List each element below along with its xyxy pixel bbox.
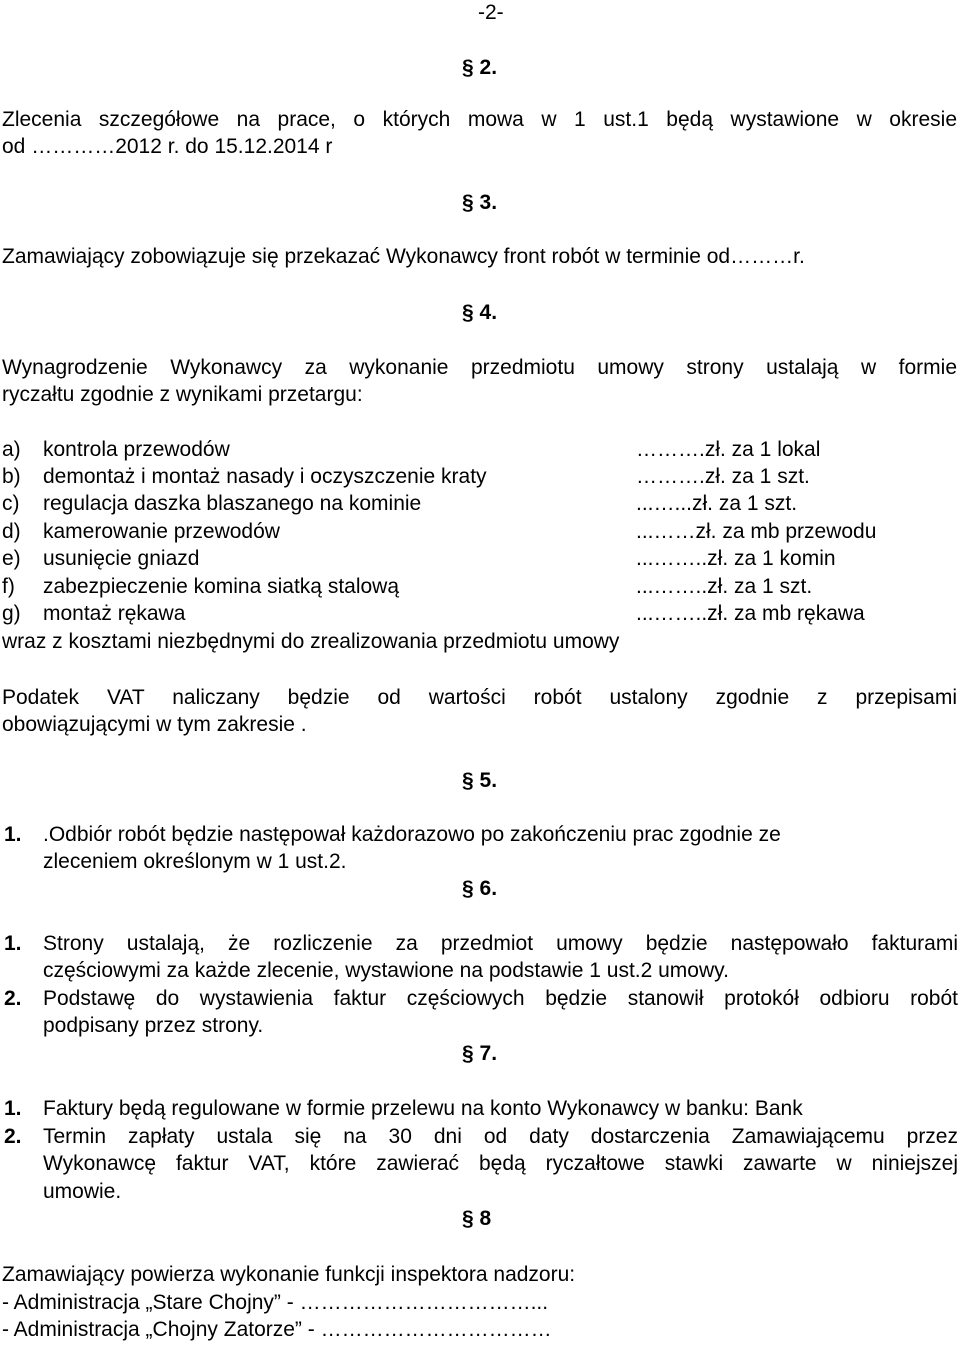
section-3-heading <box>462 190 497 216</box>
section-2-number: 2. <box>479 56 498 79</box>
section-8-text-line1: Zamawiający powierza wykonanie funkcji inspektora nadzoru: <box>2 1263 576 1286</box>
item-price: ...……zł. za mb przewodu <box>636 520 877 543</box>
section-6-point-1-line1: Strony ustalają, że rozliczenie za przedmiot umowy będzie następowało fakturami <box>43 932 958 955</box>
section-7-point-2-line2: Wykonawcę faktur VAT, które zawierać będą ryczałtowe stawki zawarte w niniejszej <box>43 1152 958 1175</box>
section-6-point-2-line2: podpisany przez strony. <box>43 1014 264 1037</box>
item-description: montaż rękawa <box>43 602 186 625</box>
section-5-point-1-number: 1. <box>4 823 22 846</box>
section-8-text-line2: - Administracja „Stare Chojny” - ……………………………... <box>2 1291 549 1314</box>
paragraph-sign-icon: § <box>462 769 474 792</box>
item-letter: e) <box>2 547 21 570</box>
section-7-number: 7. <box>479 1042 498 1065</box>
item-description: demontaż i montaż nasady i oczyszczenie kraty <box>43 465 487 488</box>
section-7-point-1-line1: Faktury będą regulowane w formie przelewu na konto Wykonawcy w banku: Bank <box>43 1097 803 1120</box>
section-2-text-line2: od …………2012 r. do 15.12.2014 r <box>2 135 333 158</box>
paragraph-sign-icon: § <box>462 1207 474 1230</box>
section-4-text-line2: ryczałtu zgodnie z wynikami przetargu: <box>2 383 363 406</box>
section-6-point-2-line1: Podstawę do wystawienia faktur częściowych będzie stanowił protokół odbioru robót <box>43 987 958 1010</box>
section-5-number: 5. <box>479 769 498 792</box>
item-letter: f) <box>2 575 15 598</box>
item-letter: d) <box>2 520 21 543</box>
page-number: -2- <box>478 1 504 24</box>
section-4-text-line1: Wynagrodzenie Wykonawcy za wykonanie przedmiotu umowy strony ustalają w formie <box>2 356 957 379</box>
section-4-after-list: wraz z kosztami niezbędnymi do zrealizowania przedmiotu umowy <box>2 630 620 653</box>
item-price: ...……..zł. za mb rękawa <box>636 602 865 625</box>
section-2-text-line1: Zlecenia szczegółowe na prace, o których mowa w 1 ust.1 będą wystawione w okresie <box>2 108 957 131</box>
section-2-heading <box>462 55 497 81</box>
section-3-text: Zamawiający zobowiązuje się przekazać Wykonawcy front robót w terminie od………r. <box>2 245 805 268</box>
section-6-point-2-number: 2. <box>4 987 22 1010</box>
section-5-point-1-line1: .Odbiór robót będzie następował każdorazowo po zakończeniu prac zgodnie ze <box>43 823 781 846</box>
item-description: kamerowanie przewodów <box>43 520 280 543</box>
item-price: ...…...zł. za 1 szt. <box>636 492 798 515</box>
item-letter: b) <box>2 465 21 488</box>
item-price: ...……..zł. za 1 komin <box>636 547 836 570</box>
section-8-number: 8 <box>479 1207 492 1230</box>
section-7-point-2-number: 2. <box>4 1125 22 1148</box>
item-price: ...……..zł. za 1 szt. <box>636 575 813 598</box>
section-6-number: 6. <box>479 877 498 900</box>
item-description: kontrola przewodów <box>43 438 230 461</box>
vat-text-line1: Podatek VAT naliczany będzie od wartości robót ustalony zgodnie z przepisami <box>2 686 957 709</box>
item-description: usunięcie gniazd <box>43 547 200 570</box>
paragraph-sign-icon: § <box>462 301 474 324</box>
section-6-point-1-line2: częściowymi za każde zlecenie, wystawione na podstawie 1 ust.2 umowy. <box>43 959 729 982</box>
section-3-number: 3. <box>479 191 498 214</box>
item-letter: c) <box>2 492 20 515</box>
section-5-heading <box>462 768 497 794</box>
paragraph-sign-icon: § <box>462 56 474 79</box>
section-6-point-1-number: 1. <box>4 932 22 955</box>
section-4-heading <box>462 300 497 326</box>
item-description: regulacja daszka blaszanego na kominie <box>43 492 422 515</box>
paragraph-sign-icon: § <box>462 1042 474 1065</box>
section-7-point-2-line3: umowie. <box>43 1180 122 1203</box>
section-8-heading <box>462 1206 491 1232</box>
item-price: ……….zł. za 1 szt. <box>636 465 810 488</box>
paragraph-sign-icon: § <box>462 191 474 214</box>
section-7-heading <box>462 1041 497 1067</box>
section-6-heading <box>462 876 497 902</box>
section-4-number: 4. <box>479 301 498 324</box>
item-letter: g) <box>2 602 21 625</box>
paragraph-sign-icon: § <box>462 877 474 900</box>
item-letter: a) <box>2 438 21 461</box>
item-price: ……….zł. za 1 lokal <box>636 438 821 461</box>
section-7-point-2-line1: Termin zapłaty ustala się na 30 dni od daty dostarczenia Zamawiającemu przez <box>43 1125 958 1148</box>
section-5-point-1-line2: zleceniem określonym w 1 ust.2. <box>43 850 347 873</box>
section-8-text-line3: - Administracja „Chojny Zatorze” - …………………………… <box>2 1318 552 1341</box>
vat-text-line2: obowiązującymi w tym zakresie . <box>2 713 307 736</box>
section-7-point-1-number: 1. <box>4 1097 22 1120</box>
item-description: zabezpieczenie komina siatką stalową <box>43 575 400 598</box>
